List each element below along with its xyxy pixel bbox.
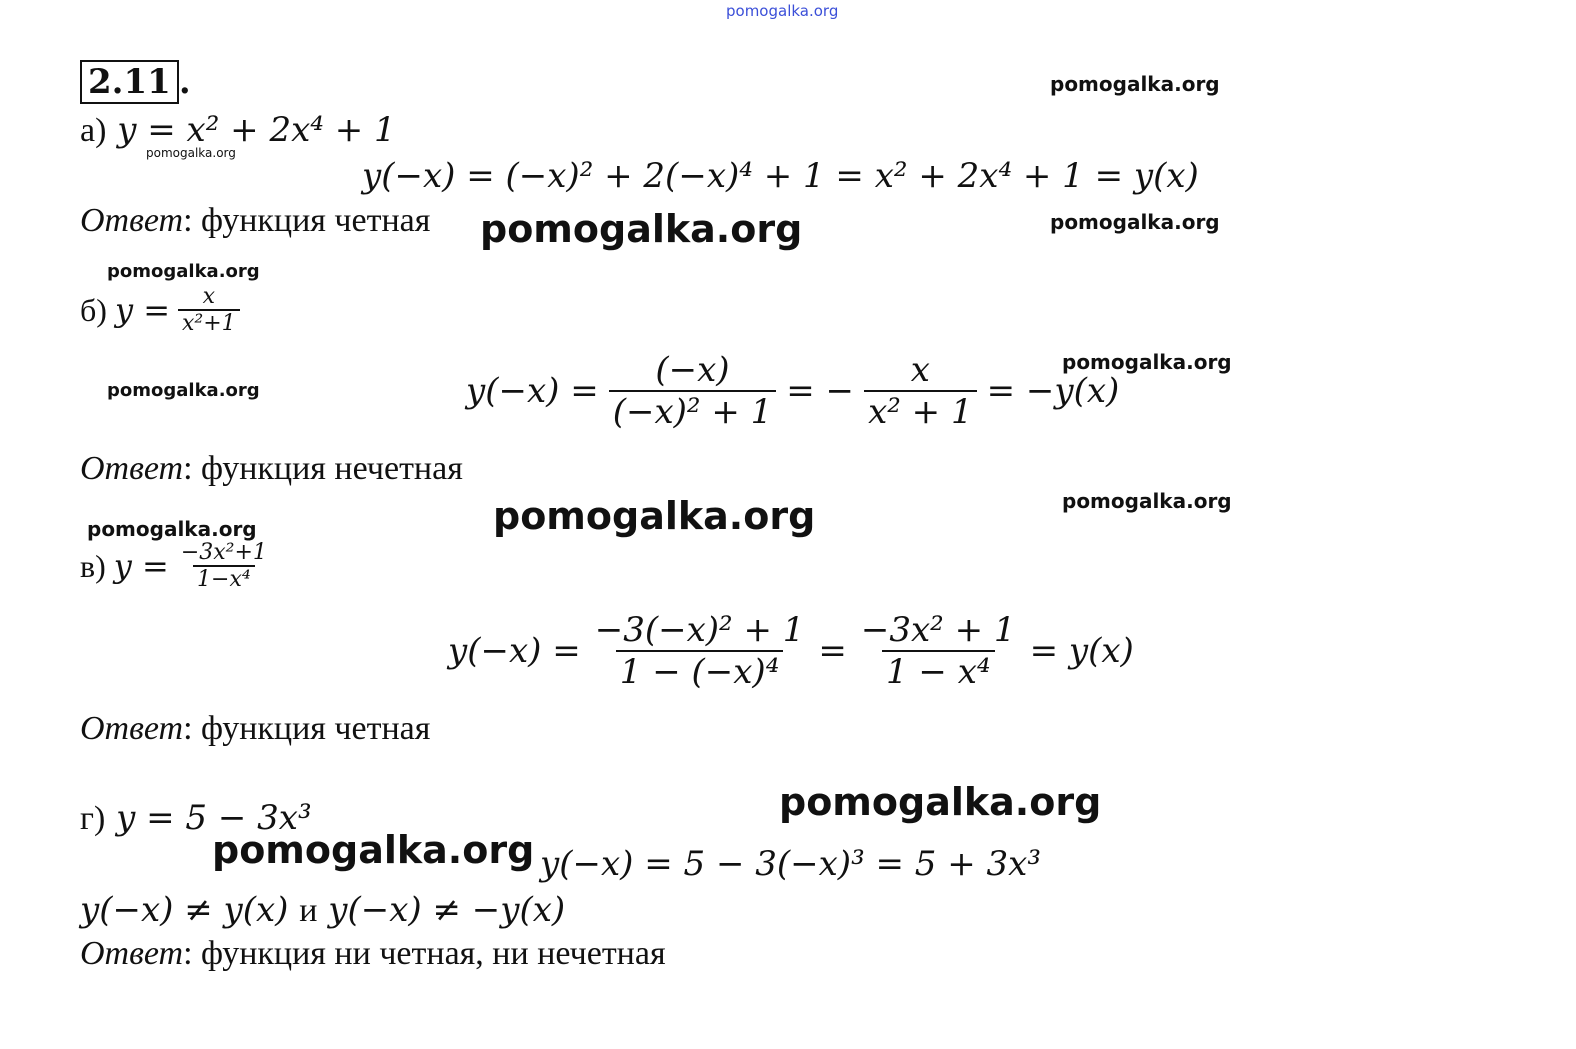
answer-word: Ответ xyxy=(80,202,184,239)
fraction-numerator: −3x²+1 xyxy=(180,540,267,565)
part-b-work xyxy=(466,350,1119,432)
part-b-fraction xyxy=(178,284,240,336)
watermark-tiny: pomogalka.org xyxy=(146,146,236,160)
part-d-answer xyxy=(80,935,666,973)
fraction-denominator: x² + 1 xyxy=(864,390,977,432)
watermark-large-1: pomogalka.org xyxy=(480,207,803,251)
part-d-equation: y = 5 − 3x³ xyxy=(116,798,312,838)
part-a-work: y(−x) = (−x)² + 2(−x)⁴ + 1 = x² + 2x⁴ + 1 = y(x) xyxy=(362,156,1199,196)
inequality-and: и xyxy=(299,892,318,929)
part-b-y-equals: y = xyxy=(114,291,170,329)
part-c-fraction xyxy=(177,540,271,592)
fraction-numerator: −3(−x)² + 1 xyxy=(594,610,805,650)
work-rhs: = −y(x) xyxy=(986,371,1120,411)
answer-text: : функция четная xyxy=(183,710,431,747)
part-b-label: б) xyxy=(80,291,107,328)
work-fraction-1 xyxy=(609,350,777,432)
part-a-label: а) xyxy=(80,112,107,149)
work-fraction-2 xyxy=(857,610,1020,692)
watermark-small-6: pomogalka.org xyxy=(1062,489,1232,513)
work-rhs: = y(x) xyxy=(1029,631,1134,671)
part-c-y-equals: y = xyxy=(113,547,169,585)
work-fraction-1 xyxy=(591,610,809,692)
watermark-large-2: pomogalka.org xyxy=(493,494,816,538)
part-c-answer xyxy=(80,710,430,748)
inequality-2: y(−x) ≠ −y(x) xyxy=(328,890,566,930)
watermark-small-4: pomogalka.org xyxy=(107,380,260,401)
work-lhs: y(−x) = xyxy=(466,371,599,411)
problem-number xyxy=(80,62,191,102)
part-c-label: в) xyxy=(80,547,106,584)
answer-word: Ответ xyxy=(80,710,184,747)
watermark-small-3: pomogalka.org xyxy=(107,261,260,282)
fraction-numerator: −3x² + 1 xyxy=(860,610,1016,650)
part-a-answer xyxy=(80,202,430,240)
problem-number-dot: . xyxy=(178,62,191,102)
part-d-statement xyxy=(80,798,312,838)
fraction-denominator: 1 − (−x)⁴ xyxy=(616,650,784,692)
watermark-small-5: pomogalka.org xyxy=(1062,350,1232,374)
part-a-statement xyxy=(80,110,396,150)
part-d-work: y(−x) = 5 − 3(−x)³ = 5 + 3x³ xyxy=(540,844,1041,884)
part-c-work xyxy=(448,610,1134,692)
fraction-denominator: 1−x⁴ xyxy=(193,565,255,592)
watermark-small-2: pomogalka.org xyxy=(1050,210,1220,234)
work-mid: = − xyxy=(786,371,855,411)
fraction-denominator: 1 − x⁴ xyxy=(882,650,995,692)
answer-word: Ответ xyxy=(80,450,184,487)
work-fraction-2 xyxy=(864,350,977,432)
top-watermark: pomogalka.org xyxy=(726,2,839,20)
fraction-numerator: x xyxy=(910,350,930,390)
fraction-numerator: (−x) xyxy=(655,350,730,390)
watermark-small-1: pomogalka.org xyxy=(1050,72,1220,96)
answer-text: : функция нечетная xyxy=(183,450,463,487)
part-b-answer xyxy=(80,450,463,488)
fraction-numerator: x xyxy=(202,284,216,309)
inequality-1: y(−x) ≠ y(x) xyxy=(80,890,289,930)
problem-number-box: 2.11 xyxy=(80,60,179,104)
answer-word: Ответ xyxy=(80,935,184,972)
answer-text: : функция четная xyxy=(183,202,431,239)
fraction-denominator: x²+1 xyxy=(178,309,240,336)
watermark-large-3: pomogalka.org xyxy=(779,780,1102,824)
fraction-denominator: (−x)² + 1 xyxy=(609,390,777,432)
part-b-statement xyxy=(80,284,240,336)
answer-text: : функция ни четная, ни нечетная xyxy=(183,935,666,972)
part-a-equation: y = x² + 2x⁴ + 1 xyxy=(117,110,396,150)
watermark-large-4: pomogalka.org xyxy=(212,828,535,872)
work-lhs: y(−x) = xyxy=(448,631,581,671)
part-c-statement xyxy=(80,540,271,592)
part-d-label: г) xyxy=(80,800,106,837)
part-d-inequalities xyxy=(80,890,565,930)
work-mid: = xyxy=(818,631,847,671)
watermark-small-7: pomogalka.org xyxy=(87,517,257,541)
